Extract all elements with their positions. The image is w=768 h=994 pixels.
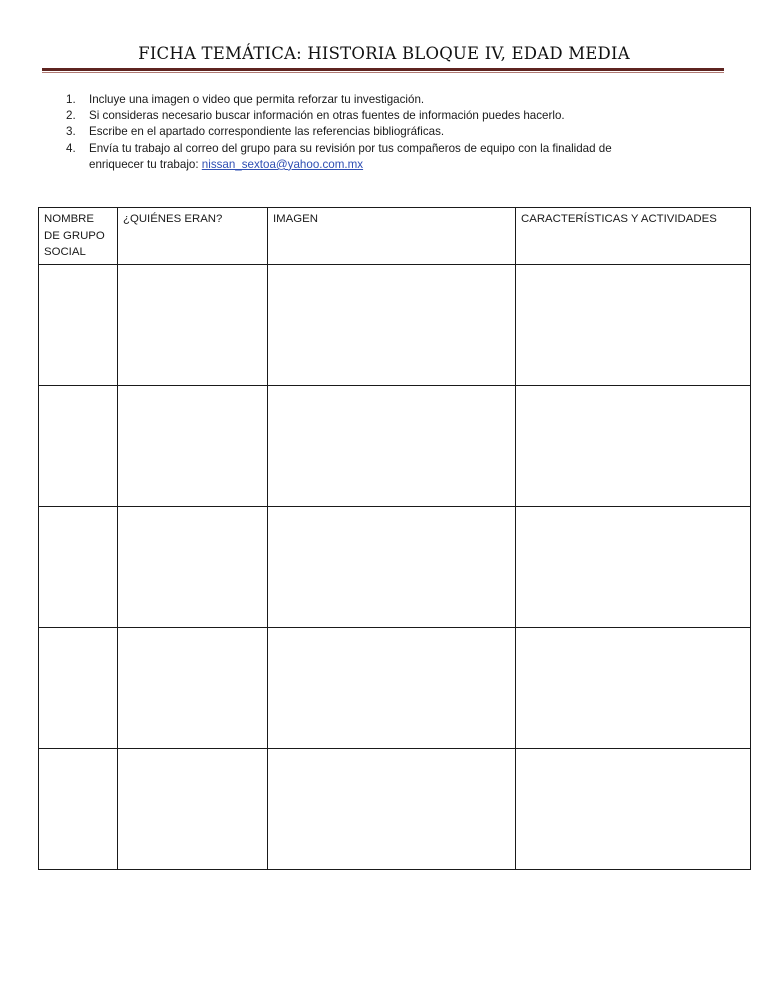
- instruction-text: Envía tu trabajo al correo del grupo para su revisión por tus compañeros de equipo con la finalidad de: [89, 141, 612, 155]
- table-cell[interactable]: [118, 748, 268, 869]
- table-cell[interactable]: [118, 264, 268, 385]
- table-row: [39, 264, 751, 385]
- instruction-item: [66, 92, 612, 108]
- instruction-number: 1.: [66, 93, 76, 106]
- email-link[interactable]: nissan_sextoa@yahoo.com.mx: [201, 157, 364, 171]
- instruction-text: Si consideras necesario buscar información en otras fuentes de información puedes hacerlo.: [89, 109, 565, 123]
- table-cell[interactable]: [118, 385, 268, 506]
- header-cell-image: IMAGEN: [268, 208, 516, 265]
- table-cell[interactable]: [516, 264, 751, 385]
- table-cell[interactable]: [268, 385, 516, 506]
- table-header-row: [39, 208, 751, 265]
- table-row: [39, 627, 751, 748]
- instruction-text: Escribe en el apartado correspondiente las referencias bibliográficas.: [89, 125, 445, 139]
- table-cell[interactable]: [39, 264, 118, 385]
- instruction-text: Incluye una imagen o video que permita reforzar tu investigación.: [89, 93, 425, 106]
- instruction-item: [66, 108, 612, 124]
- instruction-number: 2.: [66, 109, 76, 123]
- table-cell[interactable]: [268, 627, 516, 748]
- table-cell[interactable]: [39, 627, 118, 748]
- table-cell[interactable]: [39, 506, 118, 627]
- table-cell[interactable]: [118, 627, 268, 748]
- table-cell[interactable]: [118, 506, 268, 627]
- table-cell[interactable]: [39, 385, 118, 506]
- instruction-item: [66, 124, 612, 140]
- instruction-item: [66, 141, 612, 173]
- header-cell-who-were-they: ¿QUIÉNES ERAN?: [118, 208, 268, 265]
- table-row: [39, 385, 751, 506]
- table-cell[interactable]: [516, 627, 751, 748]
- instruction-text-continuation: enriquecer tu trabajo:: [89, 157, 202, 171]
- table-cell[interactable]: [39, 748, 118, 869]
- table-cell[interactable]: [268, 748, 516, 869]
- table-row: [39, 748, 751, 869]
- instruction-number: 3.: [66, 125, 76, 139]
- worksheet-table: [38, 207, 751, 870]
- table-cell[interactable]: [268, 264, 516, 385]
- table-row: [39, 506, 751, 627]
- table-cell[interactable]: [516, 748, 751, 869]
- header-cell-group-name: NOMBRE DE GRUPO SOCIAL: [39, 208, 118, 265]
- title-underline-thin: [42, 72, 724, 73]
- table-cell[interactable]: [268, 506, 516, 627]
- table-cell[interactable]: [516, 506, 751, 627]
- instructions-list: [66, 92, 612, 173]
- table-cell[interactable]: [516, 385, 751, 506]
- title-underline: [42, 68, 724, 71]
- instruction-number: 4.: [66, 141, 76, 155]
- page-title: FICHA TEMÁTICA: HISTORIA BLOQUE IV, EDAD MEDIA: [138, 44, 630, 63]
- header-cell-characteristics: CARACTERÍSTICAS Y ACTIVIDADES: [516, 208, 751, 265]
